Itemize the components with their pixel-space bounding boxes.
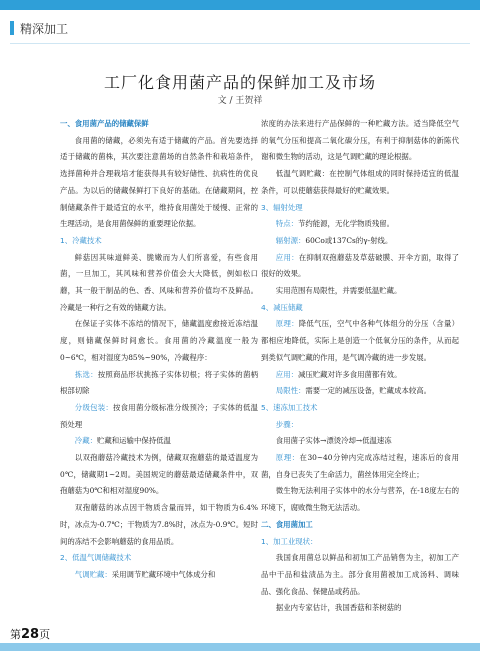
paragraph xyxy=(261,450,459,483)
term-text: 在抑制双孢蘑菇及草菇破膜、开伞方面，取得了很好的效果。 xyxy=(261,252,459,279)
paragraph: 据业内专家估计，我国香菇和茶树菇的 xyxy=(275,603,402,613)
section-marker xyxy=(10,21,14,35)
term-text: 降低气压，空气中各种气体组分的分压（含量）都相应地降低，实际上是创造一个低氧分压的条件，从而起到类似气调贮藏的作用，是气调冷藏的进一步发展。 xyxy=(261,319,459,362)
term-text: 需要一定的减压设备，贮藏成本较高。 xyxy=(305,386,432,396)
paragraph: 在保证子实体不冻结的情况下，储藏温度愈接近冻结温度，则储藏保鲜时间愈长。食用菌的冷藏温度一般为0~6℃，相对湿度为85%~90%，冷藏程序： xyxy=(60,319,258,362)
term-label: 冷藏： xyxy=(74,436,97,446)
article-author: 文 / 王贺祥 xyxy=(217,96,263,106)
heading-processing: 二、食用菌加工 xyxy=(261,519,313,529)
term-text: 在30~40分钟内完成冻结过程，速冻后的食用菌，自身已丧失了生命活力，菌丝体用完全终止； xyxy=(261,453,459,479)
paragraph xyxy=(60,400,258,433)
section-divider xyxy=(10,43,470,44)
term-text: 按食用菌分级标准分级预冷；子实体的低温预处理 xyxy=(60,402,258,429)
bottom-color-band xyxy=(0,643,480,651)
paragraph xyxy=(261,316,459,366)
paragraph: 双孢蘑菇的冰点因干物质含量而异，如干物质为6.4%时，冰点为-0.7℃；干物质为7.8%时，冰点为-0.9℃。短时间的冻结不会影响蘑菇的食用品质。 xyxy=(60,503,258,546)
term-text: 贮藏和运输中保持低温 xyxy=(96,436,171,446)
paragraph: 我国食用菌总以鲜品和初加工产品销售为主，初加工产品中干品和盐渍品为主。部分食用菌被加工成汤料、调味品、强化食品、保健品或药品。 xyxy=(261,553,459,596)
paragraph xyxy=(261,233,459,250)
term-label: 气调贮藏： xyxy=(74,569,112,579)
term-text: 节约能源，无化学物质残留。 xyxy=(297,219,395,229)
heading-quick-freeze: 5、速冻加工技术 xyxy=(261,402,318,412)
term-text: 按照商品形状挑拣子实体切根；将子实体的菌柄根部切除 xyxy=(60,369,258,396)
paragraph xyxy=(60,567,258,584)
term-text: 采用调节贮藏环境中气体成分和 xyxy=(111,569,216,579)
heading-industry-status: 1、加工业现状： xyxy=(261,536,318,546)
term-text: 60Co或137Cs的γ-射线。 xyxy=(305,235,393,245)
top-color-band xyxy=(0,0,480,10)
paragraph: 实用范围有局限性，并需要低温贮藏。 xyxy=(275,286,402,296)
term-label: 辐射源： xyxy=(275,235,306,245)
paragraph: 食用菌的储藏，必须先有适于储藏的产品。首先要选择适于储藏的菌株，其次要注意菌场的自然条件和栽培条件，选择菌种并合理栽培才能获得具有较好储性、抗病性的优良产品。为以后的储藏保鲜打下良好的基础。在储藏期间，控制储藏条件于最适宜的水平，维持食用菌处于缓慢、正常的生理活动，是食用菌保鲜的重要理论依据。 xyxy=(60,135,258,229)
paragraph xyxy=(261,383,459,400)
page-suffix: 页 xyxy=(39,628,51,641)
page-number xyxy=(10,626,50,642)
heading-decompression: 4、减压储藏 xyxy=(261,302,303,312)
paragraph xyxy=(261,250,459,283)
page-prefix: 第 xyxy=(10,628,21,641)
right-column xyxy=(261,116,459,617)
term-label: 局限性： xyxy=(275,386,306,396)
term-text: 减压贮藏对许多食用菌都有效。 xyxy=(297,369,402,379)
term-label: 原理： xyxy=(275,453,300,463)
heading-cold-storage: 1、冷藏技术 xyxy=(60,235,102,245)
paragraph xyxy=(60,433,258,450)
heading-storage: 一、食用菌产品的储藏保鲜 xyxy=(60,119,149,128)
term-label: 应用： xyxy=(275,369,298,379)
page-num: 28 xyxy=(21,627,40,642)
term-label: 特点： xyxy=(275,219,298,229)
heading-controlled-atmosphere: 2、低温气调储藏技术 xyxy=(60,553,132,563)
paragraph: 浓度的办法来进行产品保鲜的一种贮藏方法。适当降低空气的氧气分压和提高二氧化碳分压，有利于抑制菇体的新陈代谢和微生物的活动，这是气调贮藏的理论根据。 xyxy=(261,119,459,162)
left-column xyxy=(60,116,258,584)
term-label: 原理： xyxy=(275,319,299,329)
paragraph: 食用菌子实体→漂烫冷却→低温速冻 xyxy=(275,436,392,446)
term-label: 步骤： xyxy=(275,419,298,429)
term-label: 分级包装： xyxy=(74,402,114,412)
paragraph: 低温气调贮藏：在控制气体组成的同时保持适宜的低温条件，可以使蘑菇获得最好的贮藏效果。 xyxy=(261,169,459,195)
article-title: 工厂化食用菌产品的保鲜加工及市场 xyxy=(103,73,376,92)
term-label: 拣选： xyxy=(74,369,98,379)
paragraph xyxy=(261,216,459,233)
paragraph xyxy=(261,367,459,384)
paragraph: 以双孢蘑菇冷藏技术为例，储藏双孢蘑菇的最适温度为0℃，储藏期1~2周。美国规定的蘑菇最适储藏条件中，双孢蘑菇为0℃和相对湿度90%。 xyxy=(60,453,258,496)
paragraph xyxy=(261,417,459,434)
section-title: 精深加工 xyxy=(20,22,69,36)
term-label: 应用： xyxy=(275,252,299,262)
paragraph: 微生物无法利用子实体中的水分与营养，在-18度左右的环境下，腐败微生物无法活动。 xyxy=(261,486,459,513)
paragraph: 鲜菇因其味道鲜美、脆嫩而为人们所喜爱，有些食用菌，一旦加工，其风味和营养价值会大大降低，例如松口蘑，其一般干制品的色、香、风味和营养价值均不及鲜品。冷藏是一种行之有效的储藏方法。 xyxy=(60,252,258,312)
section-header xyxy=(10,20,470,38)
heading-irradiation: 3、辐射处理 xyxy=(261,202,303,212)
paragraph xyxy=(60,367,258,400)
